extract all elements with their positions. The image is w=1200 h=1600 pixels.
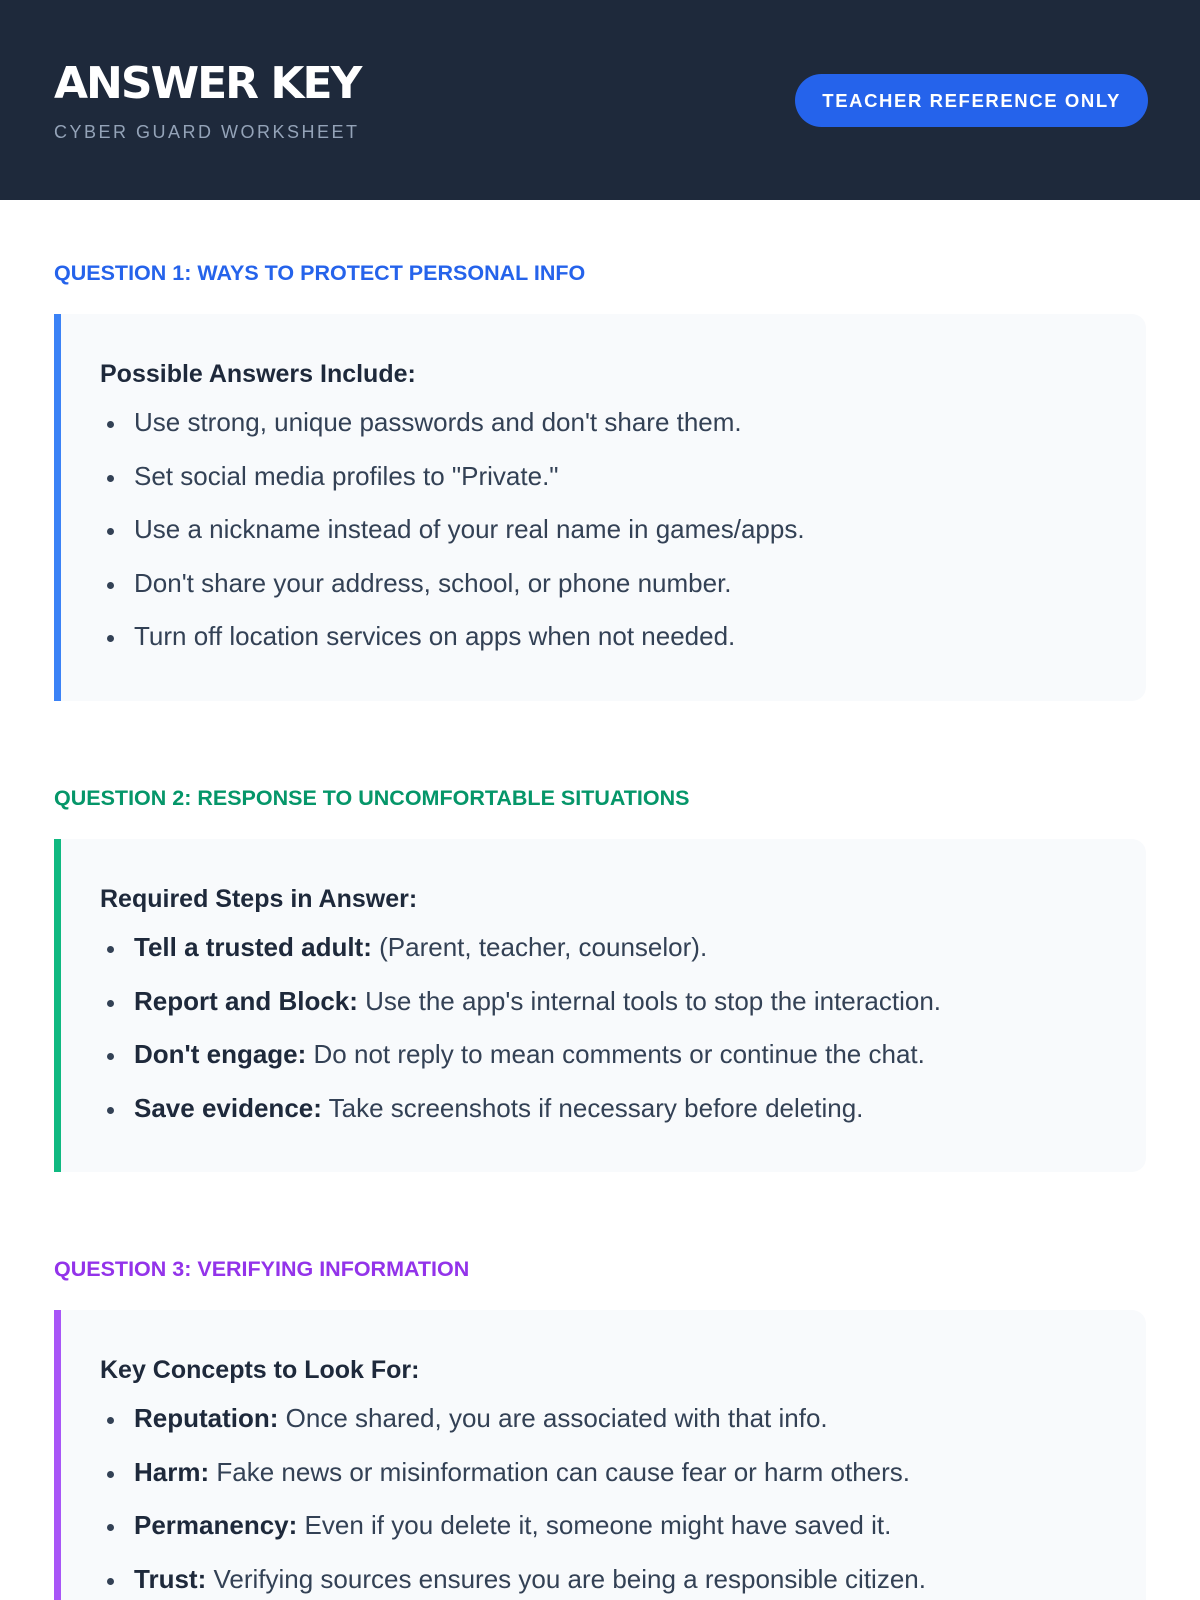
question-2-answer-list xyxy=(100,921,1106,1135)
question-3-answer-list xyxy=(100,1392,1106,1600)
answer-item xyxy=(100,975,1106,1029)
answer-term: Reputation: xyxy=(134,1403,279,1433)
answer-text: Take screenshots if necessary before deleting. xyxy=(328,1092,864,1123)
answer-text: Use strong, unique passwords and don't share them. xyxy=(134,407,742,437)
answer-text: Fake news or misinformation can cause fear or harm others. xyxy=(216,1456,910,1487)
question-1-card-heading: Possible Answers Include: xyxy=(100,360,416,388)
page-header xyxy=(0,0,1200,200)
answer-item xyxy=(100,396,1106,450)
answer-text: Don't share your address, school, or phone number. xyxy=(134,567,732,598)
question-2-accent-bar xyxy=(54,839,61,1172)
question-2-card-heading: Required Steps in Answer: xyxy=(100,885,418,913)
answer-key-content xyxy=(0,260,1200,1600)
teacher-reference-badge: TEACHER REFERENCE ONLY xyxy=(795,74,1148,127)
question-2-heading: QUESTION 2: RESPONSE TO UNCOMFORTABLE SITUATIONS xyxy=(54,786,690,810)
question-2-card xyxy=(54,839,1146,1172)
question-3-accent-bar xyxy=(54,1310,61,1600)
answer-text: Use the app's internal tools to stop the interaction. xyxy=(365,985,942,1016)
question-3-heading: QUESTION 3: VERIFYING INFORMATION xyxy=(54,1257,470,1281)
answer-item xyxy=(100,1499,1106,1553)
answer-text: (Parent, teacher, counselor). xyxy=(379,932,708,962)
answer-item xyxy=(100,1553,1106,1600)
page-subtitle: CYBER GUARD WORKSHEET xyxy=(54,122,360,142)
answer-text: Do not reply to mean comments or continue the chat. xyxy=(313,1039,925,1069)
question-3-card-heading: Key Concepts to Look For: xyxy=(100,1356,420,1384)
answer-item xyxy=(100,921,1106,975)
answer-term: Harm: xyxy=(134,1456,210,1487)
answer-text: Turn off location services on apps when not needed. xyxy=(134,621,736,651)
answer-term: Tell a trusted adult: xyxy=(134,932,372,962)
question-3-card xyxy=(54,1310,1146,1600)
answer-text: Use a nickname instead of your real name in games/apps. xyxy=(134,514,805,544)
answer-term: Trust: xyxy=(134,1563,207,1594)
answer-item xyxy=(100,1392,1106,1446)
answer-item xyxy=(100,557,1106,611)
answer-item xyxy=(100,1446,1106,1500)
answer-text: Set social media profiles to "Private." xyxy=(134,460,559,491)
answer-text: Once shared, you are associated with that info. xyxy=(285,1403,828,1433)
answer-item xyxy=(100,450,1106,504)
answer-text: Verifying sources ensures you are being a responsible citizen. xyxy=(213,1563,926,1594)
question-1-heading: QUESTION 1: WAYS TO PROTECT PERSONAL INFO xyxy=(54,261,586,285)
answer-term: Report and Block: xyxy=(134,985,358,1016)
answer-text: Even if you delete it, someone might have saved it. xyxy=(304,1510,892,1540)
page-title: ANSWER KEY xyxy=(54,58,361,109)
answer-item xyxy=(100,503,1106,557)
answer-term: Permanency: xyxy=(134,1510,298,1540)
question-1-accent-bar xyxy=(54,314,61,701)
answer-term: Don't engage: xyxy=(134,1039,307,1069)
question-1-answer-list xyxy=(100,396,1106,664)
answer-item xyxy=(100,610,1106,664)
question-1-card xyxy=(54,314,1146,701)
answer-term: Save evidence: xyxy=(134,1092,322,1123)
answer-item xyxy=(100,1082,1106,1136)
answer-item xyxy=(100,1028,1106,1082)
